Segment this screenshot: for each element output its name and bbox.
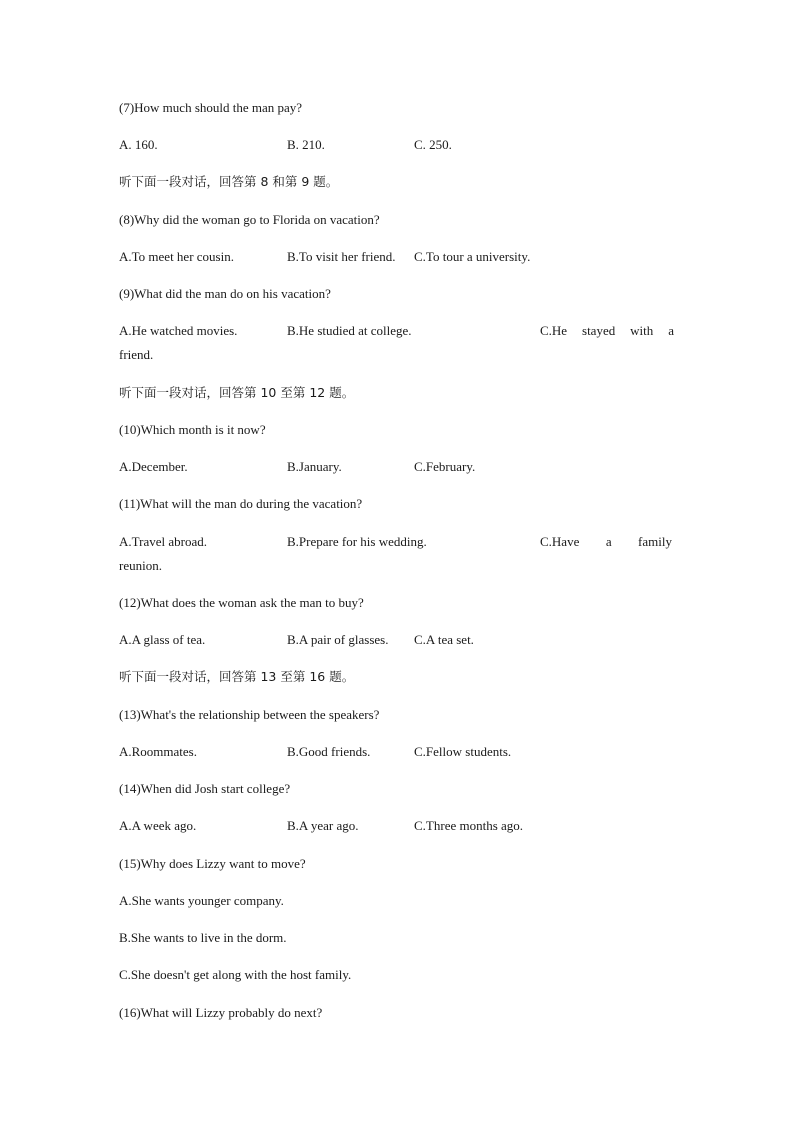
q7-option-b: B. 210. — [287, 137, 325, 152]
q11-option-a: A.Travel abroad. — [119, 534, 207, 549]
q12-option-c: C.A tea set. — [414, 632, 474, 647]
question-16: (16)What will Lizzy probably do next? — [119, 1005, 323, 1020]
q11-option-c-continued: reunion. — [119, 558, 162, 573]
q10-option-b: B.January. — [287, 459, 342, 474]
q9-option-c — [540, 323, 674, 339]
q14-option-c: C.Three months ago. — [414, 818, 524, 833]
q8-option-c: C.To tour a university. — [414, 249, 531, 264]
q7-option-c: C. 250. — [414, 137, 452, 152]
q12-option-a: A.A glass of tea. — [119, 632, 206, 647]
q9-option-c-continued: friend. — [119, 347, 154, 362]
q11-option-c-word: C.Have — [540, 534, 580, 549]
q9-option-a: A.He watched movies. — [119, 323, 238, 338]
q15-option-a: A.She wants younger company. — [119, 893, 284, 908]
q8-option-a: A.To meet her cousin. — [119, 249, 234, 264]
question-10: (10)Which month is it now? — [119, 422, 266, 437]
q10-option-c: C.February. — [414, 459, 476, 474]
section-instruction-10-12: 听下面一段对话，回答第 10 至第 12 题。 — [119, 385, 355, 400]
q14-option-a: A.A week ago. — [119, 818, 197, 833]
question-12: (12)What does the woman ask the man to buy? — [119, 595, 364, 610]
q15-option-c: C.She doesn't get along with the host family. — [119, 967, 352, 982]
question-11: (11)What will the man do during the vacation? — [119, 496, 363, 511]
question-7: (7)How much should the man pay? — [119, 100, 303, 115]
q14-option-b: B.A year ago. — [287, 818, 359, 833]
q9-option-c-word: stayed — [582, 323, 616, 338]
question-13: (13)What's the relationship between the speakers? — [119, 707, 380, 722]
q7-option-a: A. 160. — [119, 137, 158, 152]
q11-option-b: B.Prepare for his wedding. — [287, 534, 427, 549]
q9-option-c-word: a — [668, 323, 674, 338]
section-instruction-13-16: 听下面一段对话，回答第 13 至第 16 题。 — [119, 669, 355, 684]
section-instruction-8-9: 听下面一段对话，回答第 8 和第 9 题。 — [119, 174, 339, 189]
q12-option-b: B.A pair of glasses. — [287, 632, 389, 647]
question-9: (9)What did the man do on his vacation? — [119, 286, 331, 301]
question-8: (8)Why did the woman go to Florida on vacation? — [119, 212, 380, 227]
q15-option-b: B.She wants to live in the dorm. — [119, 930, 287, 945]
q9-option-c-word: with — [630, 323, 654, 338]
q13-option-a: A.Roommates. — [119, 744, 197, 759]
q11-option-c — [540, 534, 672, 550]
q11-option-c-word: a — [605, 534, 612, 549]
q11-option-c-word: family — [638, 534, 672, 549]
q9-option-b: B.He studied at college. — [287, 323, 412, 338]
q13-option-c: C.Fellow students. — [414, 744, 512, 759]
question-15: (15)Why does Lizzy want to move? — [119, 856, 306, 871]
q13-option-b: B.Good friends. — [287, 744, 371, 759]
question-14: (14)When did Josh start college? — [119, 781, 291, 796]
q8-option-b: B.To visit her friend. — [287, 249, 396, 264]
q10-option-a: A.December. — [119, 459, 188, 474]
q9-option-c-word: C.He — [540, 323, 568, 338]
